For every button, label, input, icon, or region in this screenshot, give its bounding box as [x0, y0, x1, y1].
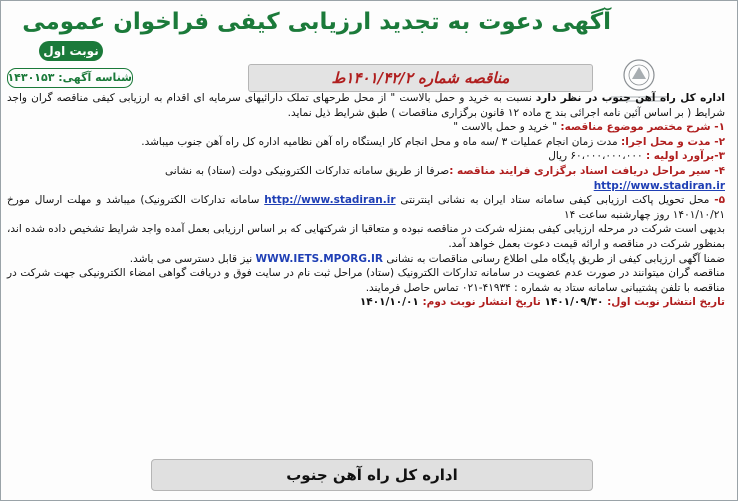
evaluation-paragraph: بدیهی است شرکت در مرحله ارزیابی کیفی بمنزله شرکت در مناقصه نبوده و متعاقبا از شرکتهایی که بر اساس ارزیابی بعمل آمده واجد شرایط تشخیص داده شده اند، بمنظور شرکت در مناقصه و ارائه قیمت دعوت بعمل خواهد آمد. [7, 223, 725, 250]
item4-label: ۴- سیر مراحل دریافت اسناد برگزاری فرایند مناقصه : [449, 164, 725, 177]
iets-text-a: ضمنا آگهی ارزیابی کیفی از طریق پایگاه ملی اطلاع رسانی مناقصات به نشانی [382, 252, 725, 265]
footer-org-band: اداره کل راه آهن جنوب [151, 459, 593, 491]
item-documents [7, 164, 725, 193]
item1-text: " خرید و حمل بالاست " [453, 121, 561, 134]
intro-paragraph [7, 91, 725, 120]
stadiran-link[interactable]: http://www.stadiran.ir [593, 179, 725, 192]
iets-link[interactable]: WWW.IETS.MPORG.IR [255, 252, 383, 265]
item-subject [7, 120, 725, 135]
item3-label: ۳-برآورد اولیه : [645, 150, 725, 163]
item5-text-a: محل تحویل پاکت ارزیابی کیفی سامانه ستاد ایران به نشانی اینترنتی [395, 194, 715, 207]
ad-body [7, 91, 725, 310]
ad-title: آگهی دعوت به تجدید ارزیابی کیفی فراخوان عمومی [22, 9, 611, 35]
publication-dates [7, 295, 725, 310]
item5-label: ۵- [714, 194, 725, 207]
stadiran-link-2[interactable]: http://www.stadiran.ir [264, 194, 396, 207]
item-estimate [7, 149, 725, 164]
item2-label: ۲- مدت و محل اجرا: [621, 135, 725, 148]
item3-text: ۶۰،۰۰۰،۰۰۰،۰۰۰ ریال [548, 150, 646, 163]
tender-number-banner: مناقصه شماره ۱۴۰۱/۴۲/۲ط [248, 64, 593, 92]
intro-org: اداره کل راه آهن جنوب در نظر دارد [535, 92, 725, 104]
notice-round-badge: نوبت اول [39, 41, 103, 61]
intro-text: نسبت به خرید و حمل بالاست " از محل طرحهای تملک دارائیهای سرمایه ای اقدام به ارزیابی کیفی مناقصه گران واجد شرایط ( بر اساس آئین نامه اجرائی بند ج ماده ۱۲ قانون برگزاری مناقصات ) طبق شرایط ذیل نماید. [7, 92, 725, 119]
pub2-date: ۱۴۰۱/۱۰/۰۱ [359, 296, 423, 309]
pub1-label: تاریخ انتشار نوبت اول: [607, 296, 725, 309]
item5-text-b: سامانه تدارکات الکترونیک) میباشد و مهلت ارسال مورخ ۱۴۰۱/۱۰/۲۱ روز چهارشنبه ساعت ۱۴ [7, 194, 725, 221]
item2-text: مدت زمان انجام عملیات ۳ /سه ماه و محل انجام کار ایستگاه راه آهن نظامیه اداره کل راه آهن جنوب میباشد. [141, 135, 622, 148]
registration-paragraph: مناقصه گران میتوانند در صورت عدم عضویت در سامانه تدارکات الکترونیک (ستاد) مراحل ثبت نام در سایت فوق و دریافت گواهی امضاء الکترونیکی جهت شرکت در مناقصه با تلفن پشتیبانی سامانه ستاد به شماره : ۴۱۹۳۴-۰۲۱ تماس حاصل فرمایند. [7, 267, 725, 294]
item-duration [7, 135, 725, 150]
pub2-label: تاریخ انتشار نوبت دوم: [422, 296, 545, 309]
item4-text: صرفا از طریق سامانه تدارکات الکترونیکی دولت (ستاد) به نشانی [164, 164, 450, 177]
ad-id-badge: شناسه آگهی: ۱۴۳۰۱۵۳ [7, 68, 133, 88]
item-delivery [7, 193, 725, 222]
item1-label: ۱- شرح مختصر موضوع مناقصه: [560, 121, 725, 134]
iets-paragraph [7, 252, 725, 267]
pub1-date: ۱۴۰۱/۰۹/۳۰ [544, 296, 608, 309]
iets-text-b: نیز قابل دسترسی می باشد. [129, 252, 256, 265]
